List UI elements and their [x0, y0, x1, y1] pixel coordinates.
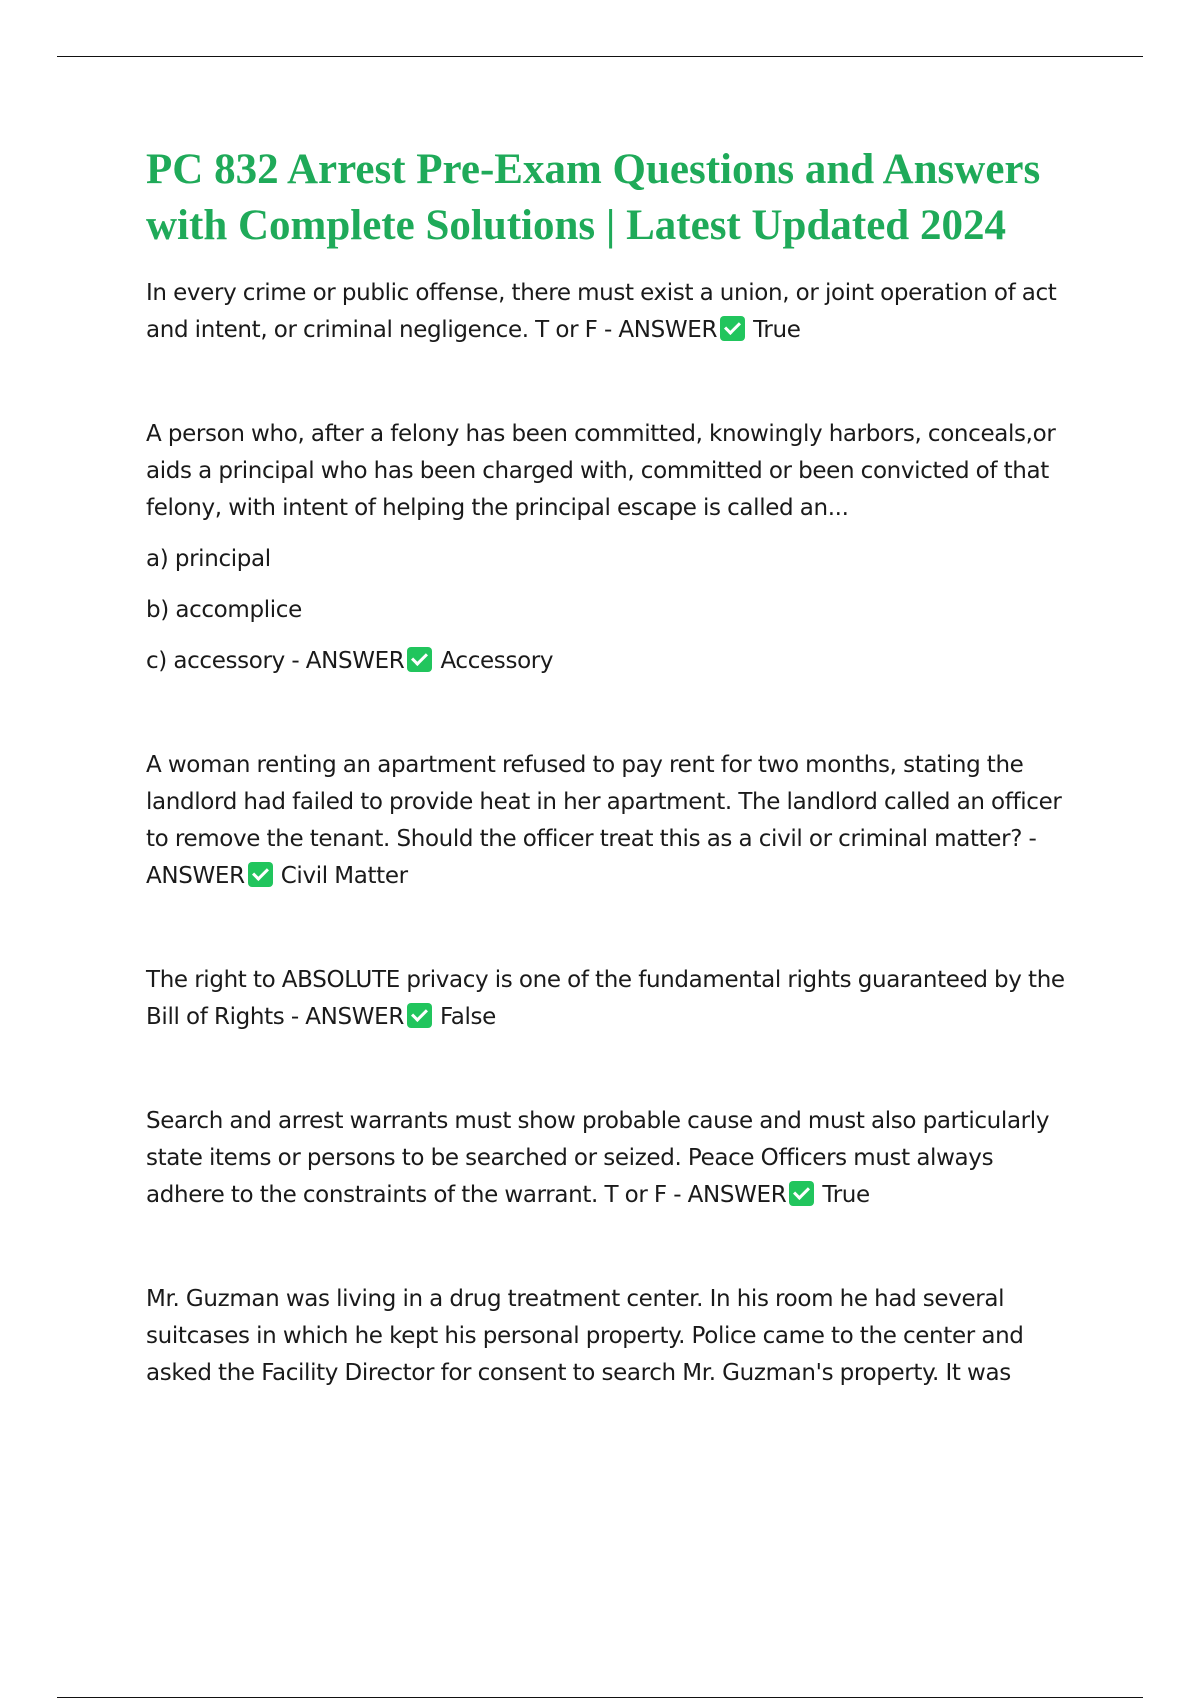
spacer: [146, 349, 1101, 416]
qa-item-2: [146, 416, 1101, 680]
document-title: [146, 142, 1101, 254]
spacer: [146, 1036, 1101, 1103]
bottom-rule: [57, 1697, 1143, 1698]
question-text: Mr. Guzman was living in a drug treatment center. In his room he had several suitcases in which he kept his personal property. Police came to the center and asked the Facility Director for consent to search Mr. Guzman's property. It was: [146, 1286, 1024, 1386]
answer-text: True: [753, 317, 801, 343]
qa-item-4: [146, 962, 1101, 1036]
spacer: [146, 1214, 1101, 1281]
title-line-2: with Complete Solutions | Latest Updated 2024: [146, 202, 1006, 249]
title-line-1: PC 832 Arrest Pre-Exam Questions and Answers: [146, 146, 1041, 193]
qa-item-6: [146, 1281, 1101, 1392]
question-text: A person who, after a felony has been committed, knowingly harbors, conceals,or aids a principal who has been charged with, committed or been convicted of that felony, with intent of helping the principal escape is called an...: [146, 421, 1056, 521]
spacer: [146, 895, 1101, 962]
document-body: [146, 142, 1101, 1392]
option-c: c) accessory - ANSWER Accessory: [146, 648, 554, 674]
green-check-icon: [248, 862, 273, 887]
answer-text: Civil Matter: [280, 863, 408, 889]
qa-item-3: [146, 747, 1101, 895]
question-text: Search and arrest warrants must show probable cause and must also particularly state items or persons to be searched or seized. Peace Officers must always adhere to the constraints of the warrant. T or F - ANSWER True: [146, 1108, 1050, 1208]
option-b: b) accomplice: [146, 597, 302, 623]
question-text: A woman renting an apartment refused to pay rent for two months, stating the landlord had failed to provide heat in her apartment. The landlord called an officer to remove the tenant. Should the officer treat this as a civil or criminal matter? - ANSWER Civil Matter: [146, 752, 1062, 889]
top-rule: [57, 56, 1143, 57]
qa-item-5: [146, 1103, 1101, 1214]
question-text: In every crime or public offense, there must exist a union, or joint operation of act and intent, or criminal negligence. T or F - ANSWER True: [146, 280, 1057, 343]
question-text: The right to ABSOLUTE privacy is one of the fundamental rights guaranteed by the Bill of Rights - ANSWER False: [146, 967, 1065, 1030]
answer-text: False: [439, 1004, 496, 1030]
green-check-icon: [789, 1181, 814, 1206]
green-check-icon: [407, 647, 432, 672]
answer-text: Accessory: [440, 648, 554, 674]
answer-text: True: [822, 1182, 870, 1208]
green-check-icon: [720, 316, 745, 341]
option-a: a) principal: [146, 546, 271, 572]
spacer: [146, 680, 1101, 747]
qa-item-1: [146, 275, 1101, 349]
green-check-icon: [407, 1003, 432, 1028]
